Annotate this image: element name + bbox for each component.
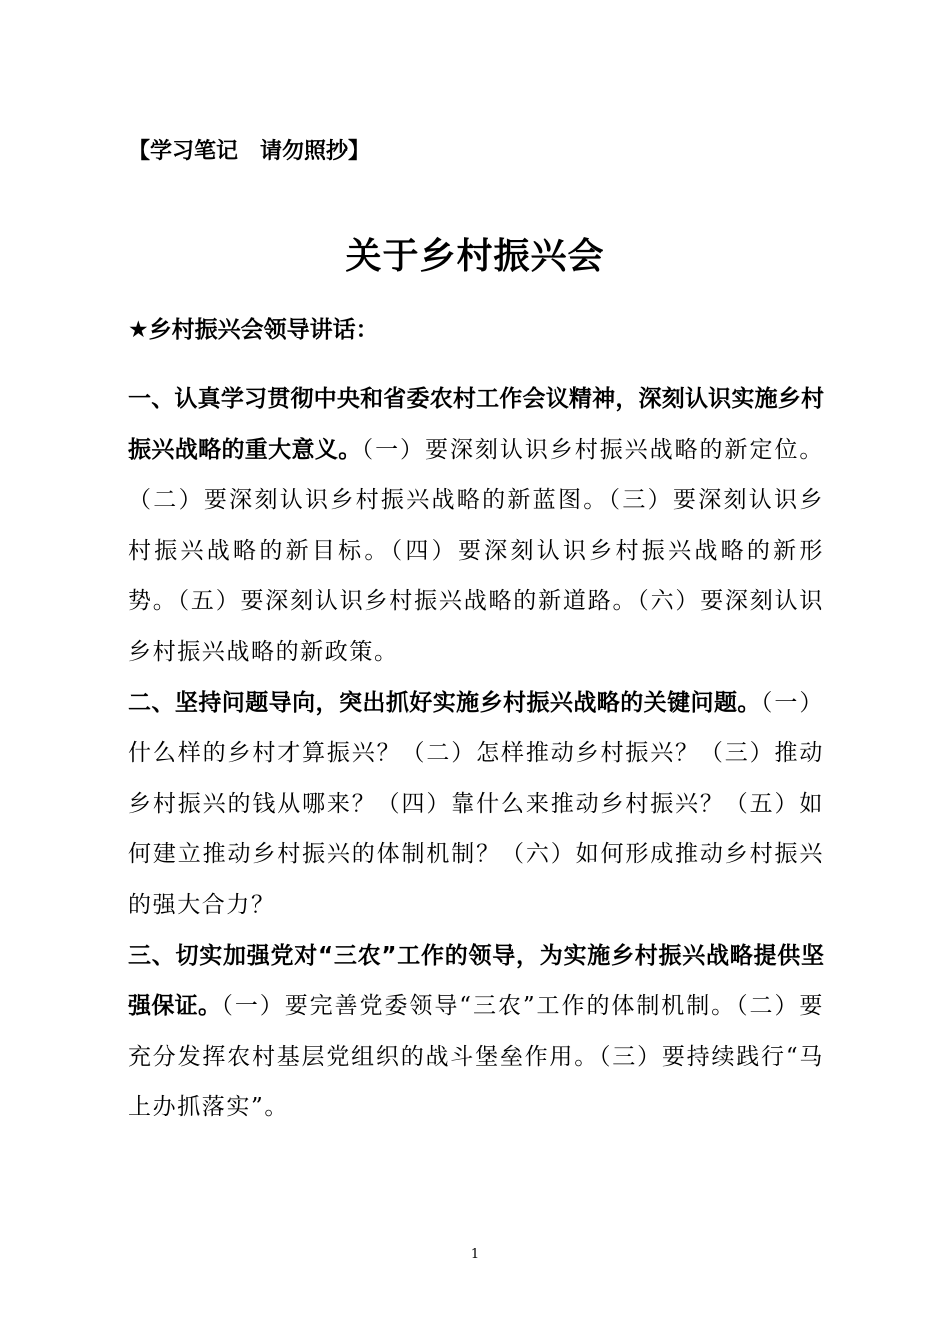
section-2-heading: 二、坚持问题导向，突出抓好实施乡村振兴战略的关键问题。 <box>128 689 761 716</box>
document-title: 关于乡村振兴会 <box>345 235 605 277</box>
section-1-heading: 一、认真学习贯彻中央和省委农村工作会议精神，深刻认识实施乡村振兴战略的重大意义。 <box>128 386 824 463</box>
page-number: 1 <box>470 1247 480 1262</box>
section-3-heading: 三、切实加强党对“三农”工作的领导，为实施乡村振兴战略提供坚强保证。 <box>128 942 824 1020</box>
document-body <box>128 374 824 1133</box>
section-3-paragraph <box>128 931 824 1133</box>
leader-speech-subheading: ★乡村振兴会领导讲话： <box>128 317 379 343</box>
section-2-detail: （一）什么样的乡村才算振兴？（二）怎样推动乡村振兴？（三）推动乡村振兴的钱从哪来？（四）靠什么来推动乡村振兴？（五）如何建立推动乡村振兴的体制机制？（六）如何形成推动乡村振兴的强大合力？ <box>128 689 824 918</box>
section-3-detail: （一）要完善党委领导“三农”工作的体制机制。（二）要充分发挥农村基层党组织的战斗堡垒作用。（三）要持续践行“马上办抓落实”。 <box>128 993 825 1121</box>
section-1-detail: （一）要深刻认识乡村振兴战略的新定位。（二）要深刻认识乡村振兴战略的新蓝图。（三）要深刻认识乡村振兴战略的新目标。（四）要深刻认识乡村振兴战略的新形势。（五）要深刻认识乡村振兴战略的新道路。（六）要深刻认识乡村振兴战略的新政策。 <box>128 436 824 665</box>
section-1-paragraph <box>128 374 824 678</box>
study-notes-notice: 【学习笔记 请勿照抄】 <box>128 139 371 164</box>
section-2-paragraph <box>128 678 824 931</box>
